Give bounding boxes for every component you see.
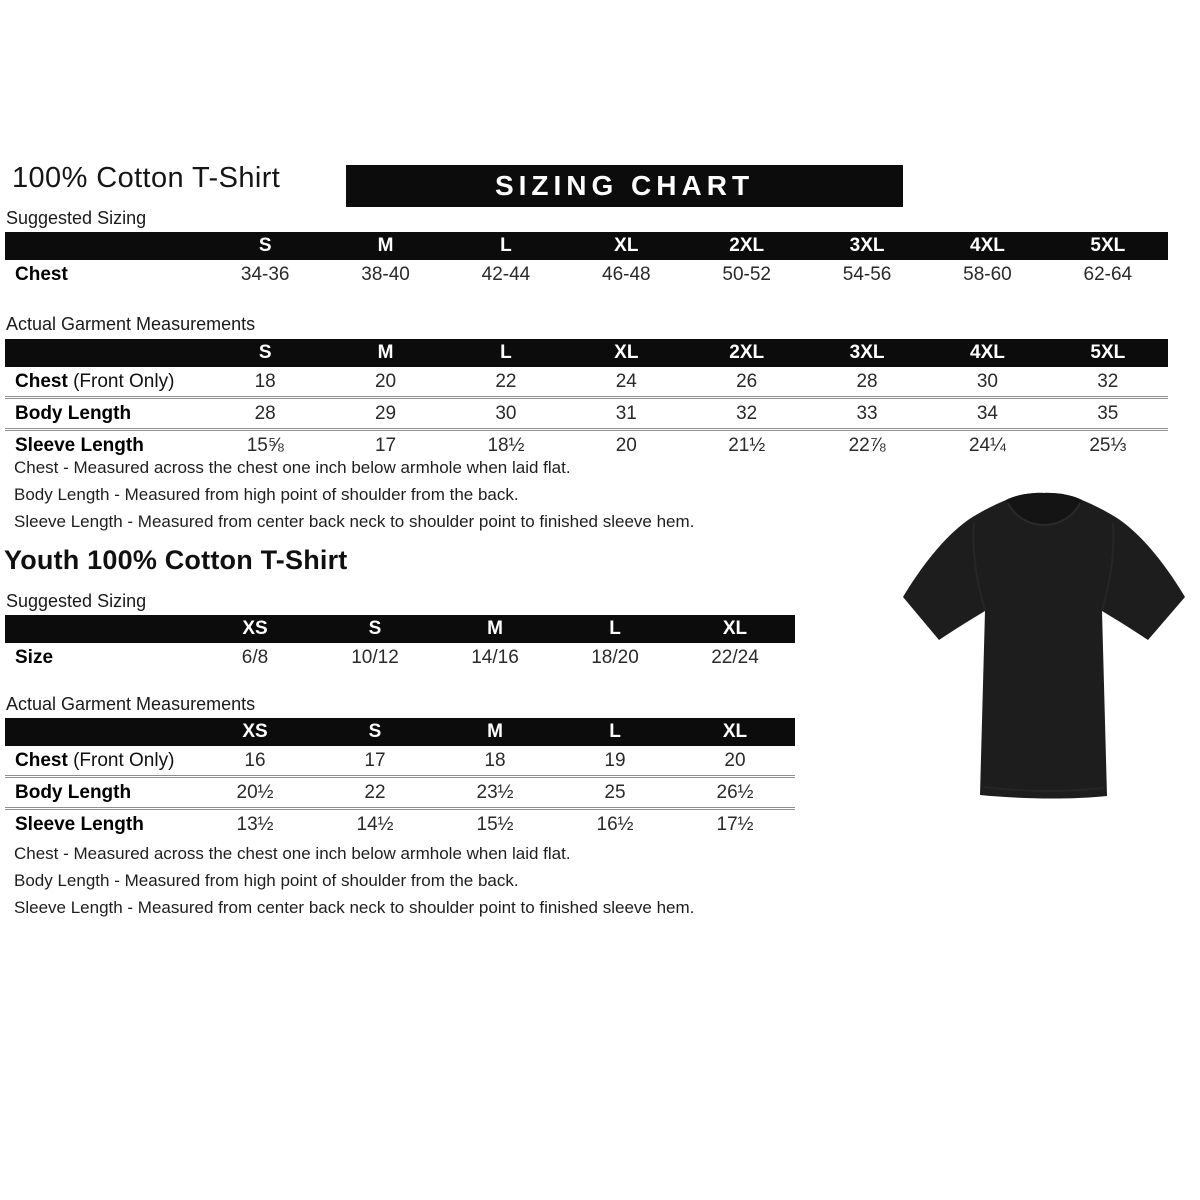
- table-cell: 32: [1097, 370, 1119, 392]
- youth-garment-measurements-table: [5, 718, 795, 839]
- table-cell: 34-36: [240, 263, 290, 285]
- table-cell: 30: [495, 402, 517, 424]
- table-cell: 16½: [596, 813, 634, 835]
- table-cell: 20: [615, 434, 637, 456]
- table-header-row: [5, 339, 1168, 367]
- adult-suggested-sizing-label: Suggested Sizing: [6, 208, 147, 228]
- table-cell: 25⅓: [1089, 434, 1127, 456]
- black-tshirt-image: [888, 476, 1200, 812]
- note-chest: Chest - Measured across the chest one inch below armhole when laid flat.: [14, 844, 571, 863]
- column-header: 4XL: [970, 235, 1005, 256]
- table-row: [5, 396, 1168, 428]
- page-title: 100% Cotton T-Shirt: [12, 162, 281, 194]
- table-cell: 22/24: [711, 646, 759, 668]
- column-header: M: [377, 342, 394, 363]
- table-cell: 18: [484, 749, 506, 771]
- row-label: Chest (Front Only): [15, 749, 175, 771]
- table-header-row: [5, 718, 795, 746]
- column-header: L: [609, 618, 621, 639]
- table-cell: 17: [374, 434, 397, 456]
- tshirt-body: [903, 493, 1185, 799]
- sizing-chart-banner: [346, 165, 903, 207]
- column-header: S: [258, 342, 272, 363]
- column-header: 5XL: [1090, 235, 1126, 256]
- table-header-row: [5, 615, 795, 643]
- note-sleeve-length: Sleeve Length - Measured from center back neck to shoulder point to finished sleeve hem.: [14, 512, 695, 531]
- note-body-length: Body Length - Measured from high point of shoulder from the back.: [14, 485, 519, 504]
- youth-section-title: Youth 100% Cotton T-Shirt: [4, 545, 348, 575]
- column-header: M: [487, 721, 503, 742]
- column-header: XL: [614, 342, 639, 363]
- table-cell: 20: [374, 370, 397, 392]
- table-cell: 17½: [716, 813, 754, 835]
- youth-suggested-sizing-label: Suggested Sizing: [6, 591, 147, 611]
- table-cell: 32: [736, 402, 758, 424]
- table-cell: 54-56: [842, 263, 892, 285]
- table-cell: 22: [364, 781, 386, 803]
- table-cell: 26½: [716, 781, 754, 803]
- table-cell: 35: [1097, 402, 1119, 424]
- table-cell: 46-48: [602, 263, 651, 285]
- column-header: XL: [614, 235, 639, 256]
- column-header: 3XL: [849, 342, 885, 363]
- table-cell: 18/20: [591, 646, 639, 668]
- column-header: S: [368, 618, 382, 639]
- row-label: Sleeve Length: [15, 434, 144, 456]
- column-header: L: [500, 342, 512, 363]
- table-row: [5, 775, 795, 807]
- sizing-chart-banner-label: SIZING CHART: [494, 170, 755, 201]
- adult-garment-measurements-label: Actual Garment Measurements: [6, 314, 256, 334]
- adult-suggested-sizing-table: [5, 232, 1168, 289]
- column-header: M: [487, 618, 503, 639]
- table-row: [5, 260, 1168, 289]
- table-cell: 58-60: [963, 263, 1012, 285]
- column-header: XS: [242, 721, 268, 742]
- column-header: XL: [722, 618, 748, 639]
- table-cell: 30: [976, 370, 998, 392]
- youth-measurement-notes: [14, 840, 694, 921]
- table-cell: 15½: [476, 813, 514, 835]
- table-cell: 22: [495, 370, 517, 392]
- column-header: L: [609, 721, 621, 742]
- table-cell: 18: [254, 370, 276, 392]
- column-header: L: [500, 235, 512, 256]
- table-cell: 31: [615, 402, 637, 424]
- note-body-length: Body Length - Measured from high point of shoulder from the back.: [14, 871, 519, 890]
- table-row: [5, 643, 795, 672]
- table-cell: 17: [364, 749, 386, 771]
- table-cell: 20½: [236, 781, 274, 803]
- row-label: Size: [15, 646, 54, 668]
- column-header: XS: [242, 618, 268, 639]
- table-cell: 16: [244, 749, 266, 771]
- note-sleeve-length: Sleeve Length - Measured from center back neck to shoulder point to finished sleeve hem.: [14, 898, 695, 917]
- row-label: Body Length: [15, 781, 132, 803]
- column-header: 2XL: [729, 342, 765, 363]
- table-row: [5, 807, 795, 839]
- row-label: Chest: [15, 263, 68, 285]
- youth-suggested-sizing-table: [5, 615, 795, 672]
- table-cell: 38-40: [361, 263, 410, 285]
- table-cell: 24: [615, 370, 637, 392]
- table-cell: 13½: [236, 813, 274, 835]
- column-header: S: [368, 721, 382, 742]
- table-cell: 29: [374, 402, 397, 424]
- table-cell: 33: [856, 402, 878, 424]
- table-cell: 24¼: [968, 434, 1006, 456]
- column-header: 2XL: [729, 235, 765, 256]
- row-label: Body Length: [15, 402, 132, 424]
- table-cell: 28: [856, 370, 878, 392]
- row-label: Chest (Front Only): [15, 370, 175, 392]
- table-row: [5, 367, 1168, 396]
- table-cell: 42-44: [481, 263, 531, 285]
- table-cell: 20: [724, 749, 746, 771]
- table-cell: 14½: [356, 813, 394, 835]
- adult-measurement-notes: [14, 454, 694, 535]
- table-cell: 34: [976, 402, 998, 424]
- table-cell: 22⅞: [848, 434, 886, 456]
- tshirt-icon: [888, 476, 1200, 812]
- table-cell: 23½: [476, 781, 514, 803]
- adult-garment-measurements-table: [5, 339, 1168, 460]
- table-cell: 6/8: [241, 646, 269, 668]
- table-cell: 50-52: [722, 263, 771, 285]
- table-cell: 62-64: [1083, 263, 1133, 285]
- table-cell: 21½: [728, 434, 766, 456]
- table-cell: 15⅝: [246, 434, 284, 456]
- youth-garment-measurements-label: Actual Garment Measurements: [6, 694, 256, 714]
- table-cell: 18½: [487, 434, 525, 456]
- table-cell: 25: [604, 781, 626, 803]
- column-header: 4XL: [970, 342, 1005, 363]
- table-cell: 28: [254, 402, 276, 424]
- column-header: 3XL: [849, 235, 885, 256]
- column-header: M: [377, 235, 394, 256]
- table-header-row: [5, 232, 1168, 260]
- column-header: S: [258, 235, 272, 256]
- table-cell: 26: [736, 370, 758, 392]
- table-cell: 14/16: [471, 646, 519, 668]
- table-row: [5, 746, 795, 775]
- column-header: 5XL: [1090, 342, 1126, 363]
- column-header: XL: [722, 721, 748, 742]
- row-label: Sleeve Length: [15, 813, 144, 835]
- note-chest: Chest - Measured across the chest one inch below armhole when laid flat.: [14, 458, 571, 477]
- table-cell: 10/12: [351, 646, 399, 668]
- table-cell: 19: [604, 749, 626, 771]
